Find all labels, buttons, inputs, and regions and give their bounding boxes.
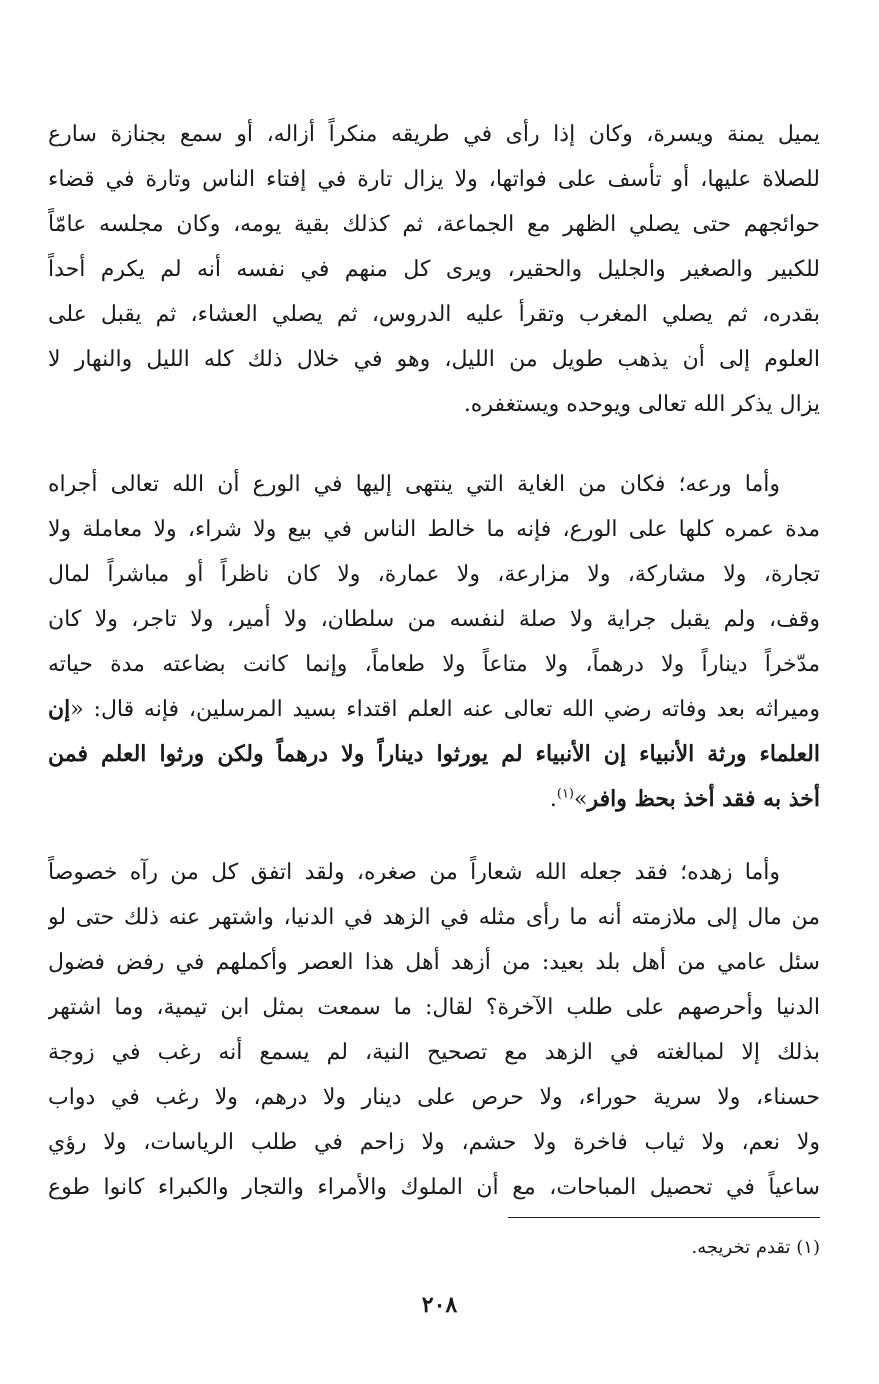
text-line-hadith-end: [48, 777, 820, 822]
page-number: ٢٠٨: [421, 1292, 458, 1318]
text-line: بقدره، ثم يصلي المغرب وتقرأ عليه الدروس، ثم يصلي العشاء، ثم يقبل على: [48, 302, 820, 327]
text-line: يميل يمنة ويسرة، وكان إذا رأى في طريقه منكراً أزاله، أو سمع بجنازة سارع: [48, 122, 820, 147]
paragraph-asceticism: [48, 850, 820, 1210]
text-line: مدة عمره كلها على الورع، فإنه ما خالط الناس في بيع ولا شراء، ولا معاملة ولا: [48, 517, 820, 542]
text-line: سئل عامي من أهل بلد بعيد: من أزهد أهل هذا العصر وأكملهم في رفض فضول: [48, 950, 820, 975]
text-line: للصلاة عليها، أو تأسف على فواتها، ولا يزال تارة في إفتاء الناس وتارة في قضاء: [48, 167, 820, 192]
text-line: بذلك إلا لمبالغته في الزهد مع تصحيح النية، لم يسمع أنه رغب في زوجة: [48, 1040, 820, 1065]
text-line: تجارة، ولا مشاركة، ولا مزارعة، ولا عمارة، ولا كان ناظراً أو مباشراً لمال: [48, 562, 820, 587]
end-period: .: [549, 787, 557, 812]
paragraph-continuation: [48, 112, 820, 427]
hadith-text: العلماء ورثة الأنبياء إن الأنبياء لم يورثوا ديناراً ولا درهماً ولكن ورثوا العلم فمن: [48, 741, 820, 767]
text-line: مدّخراً ديناراً ولا درهماً، ولا متاعاً ولا طعاماً، وإنما كانت بضاعته مدة حياته: [48, 652, 820, 677]
text-line: وقف، ولم يقبل جراية ولا صلة لنفسه من سلطان، ولا أمير، ولا تاجر، ولا كان: [48, 607, 820, 632]
footnote-text: تقدم تخريجه.: [691, 1237, 791, 1258]
text-line: يزال يذكر الله تعالى ويوحده ويستغفره.: [463, 392, 820, 417]
text-line: وأما ورعه؛ فكان من الغاية التي ينتهى إليها في الورع أن الله تعالى أجراه: [48, 472, 780, 497]
text-line: ساعياً في تحصيل المباحات، مع أن الملوك والأمراء والتجار والكبراء كانوا طوع: [48, 1175, 820, 1200]
closing-quote: »: [574, 787, 588, 812]
text-line: وأما زهده؛ فقد جعله الله شعاراً من صغره، ولقد اتفق كل من رآه خصوصاً: [48, 860, 780, 885]
footnote-divider: [508, 1217, 820, 1218]
hadith-end: أخذ به فقد أخذ بحظ وافر: [587, 786, 820, 812]
text-line: حوائجهم حتى يصلي الظهر مع الجماعة، ثم كذلك بقية يومه، وكان مجلسه عامّاً: [48, 212, 820, 237]
paragraph-piety: [48, 462, 820, 822]
footnote-reference: (١): [556, 786, 574, 802]
footnote: [692, 1234, 820, 1262]
text-line-mixed: [48, 687, 820, 732]
text-line: الدنيا وأحرصهم على طلب الآخرة؟ لقال: ما سمعت بمثل ابن تيمية، وما اشتهر: [48, 995, 820, 1020]
hadith-start: إن: [48, 696, 71, 722]
text-run: وميراثه بعد وفاته رضي الله تعالى عنه العلم اقتداء بسيد المرسلين، فإنه قال: «: [70, 697, 820, 722]
text-line: من مال إلى ملازمته أنه ما رأى مثله في الزهد في الدنيا، واشتهر عنه ذلك حتى لو: [48, 905, 820, 930]
text-line: للكبير والصغير والجليل والحقير، ويرى كل منهم في نفسه أنه لم يكرم أحداً: [48, 257, 820, 282]
text-line: ولا نعم، ولا ثياب فاخرة ولا حشم، ولا زاحم في طلب الرياسات، ولا رؤي: [48, 1130, 820, 1155]
footnote-marker: (١): [796, 1237, 820, 1258]
text-line: حسناء، ولا سرية حوراء، ولا حرص على دينار ولا درهم، ولا رغب في دواب: [48, 1085, 820, 1110]
text-line: العلوم إلى أن يذهب طويل من الليل، وهو في خلال ذلك كله الليل والنهار لا: [48, 347, 820, 372]
